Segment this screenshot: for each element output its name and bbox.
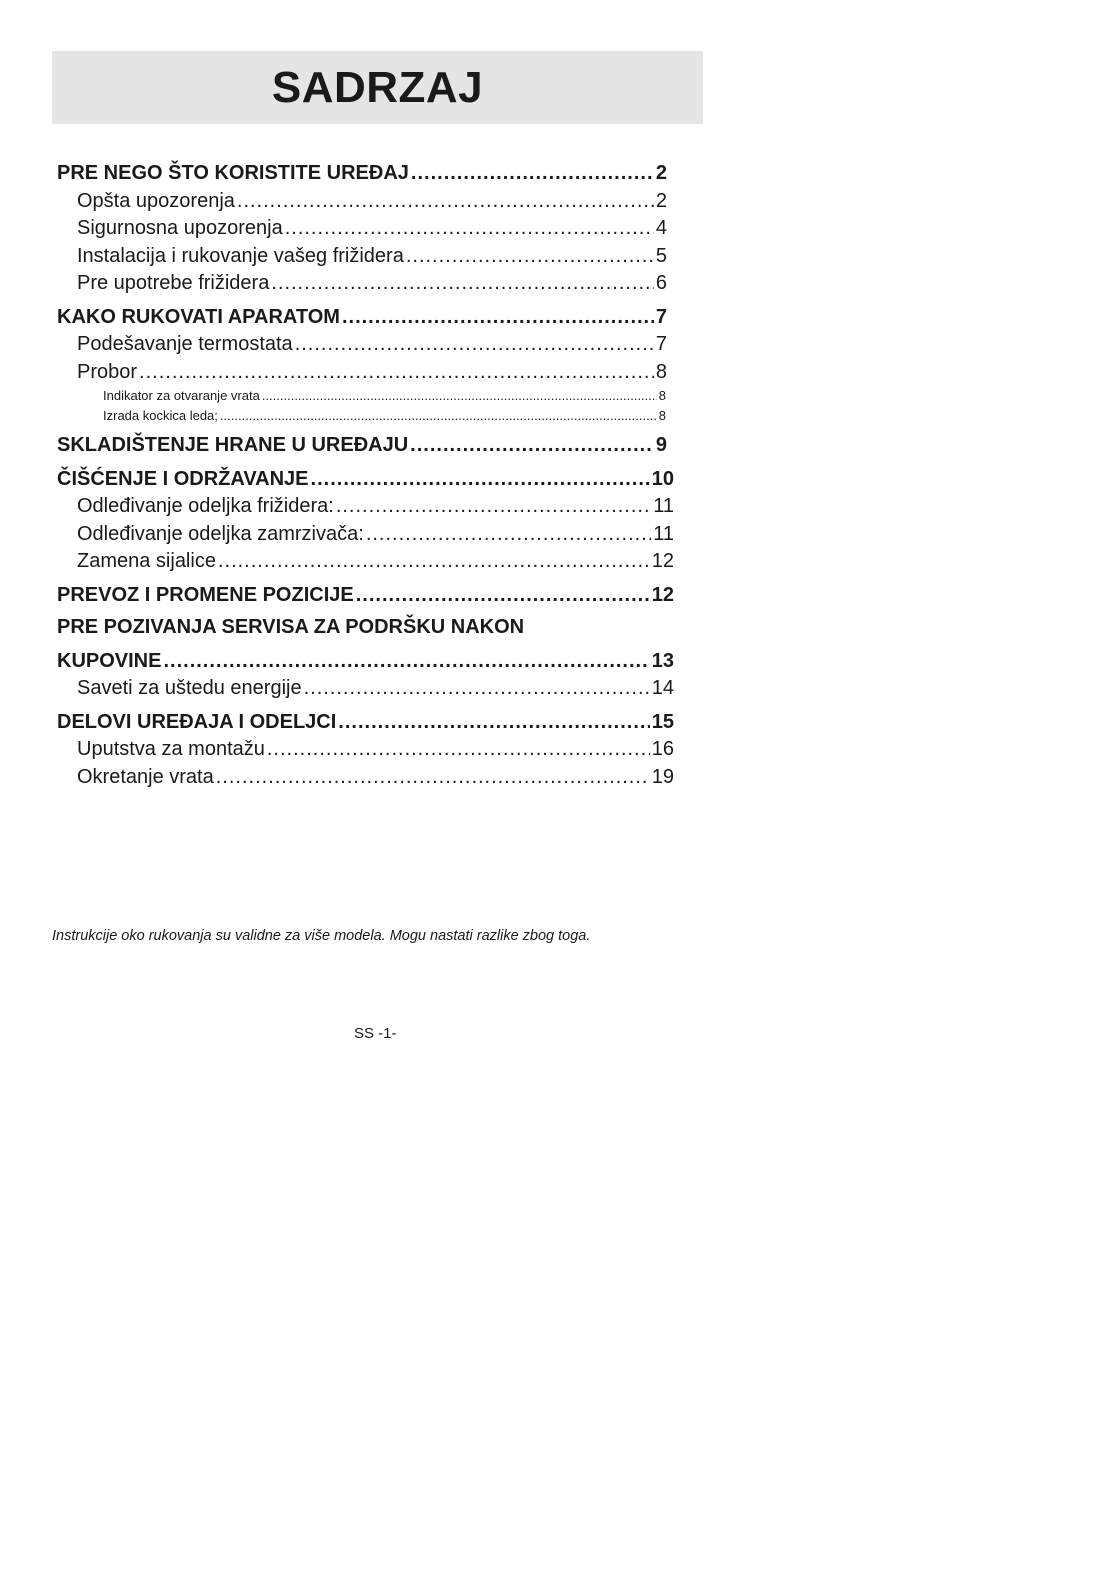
toc-entry-page: 12 xyxy=(651,550,674,572)
toc-entry-bulb-replacement[interactable] xyxy=(57,548,677,576)
toc-entry-energy-saving[interactable] xyxy=(57,675,677,703)
toc-entry-page: 8 xyxy=(658,388,666,403)
toc-dot-leader xyxy=(336,493,651,521)
title-banner xyxy=(52,51,703,124)
toc-entry-page: 15 xyxy=(651,710,674,733)
toc-entry-cleaning[interactable] xyxy=(57,466,677,494)
page-number: SS -1- xyxy=(354,1025,397,1042)
toc-entry-accessories[interactable] xyxy=(57,359,677,387)
toc-dot-leader xyxy=(304,675,650,703)
toc-entry-page: 2 xyxy=(655,162,667,184)
toc-entry-service[interactable] xyxy=(57,648,677,676)
toc-entry-page: 12 xyxy=(651,583,674,606)
toc-entry-defrost-fridge[interactable] xyxy=(57,493,677,521)
toc-entry-page: 13 xyxy=(651,649,674,672)
toc-entry-before-use[interactable] xyxy=(57,160,677,188)
toc-entry-label: Zamena sijalice xyxy=(77,550,216,572)
toc-entry-page: 2 xyxy=(655,189,667,212)
toc-entry-label: Okretanje vrata xyxy=(77,765,214,788)
toc-entry-label: Odleđivanje odeljka frižidera: xyxy=(77,495,334,517)
toc-entry-door-indicator[interactable] xyxy=(57,386,677,406)
toc-entry-service-heading: PRE POZIVANJA SERVISA ZA PODRŠKU NAKON xyxy=(57,616,525,638)
toc-dot-leader xyxy=(271,270,654,298)
toc-entry-label: Saveti za uštedu energije xyxy=(77,677,302,699)
toc-entry-label: Pre upotrebe frižidera xyxy=(77,272,270,294)
toc-entry-label: DELOVI UREĐAJA I ODELJCI xyxy=(57,710,337,733)
toc-entry-label: PREVOZ I PROMENE POZICIJE xyxy=(57,583,354,606)
footnote: Instrukcije oko rukovanja su validne za više modela. Mogu nastati razlike zbog toga. xyxy=(52,928,591,944)
toc-entry-general-warnings[interactable] xyxy=(57,188,677,216)
toc-entry-label: ČIŠĆENJE I ODRŽAVANJE xyxy=(57,467,309,490)
toc-entry-transport[interactable] xyxy=(57,582,677,610)
toc-entry-label: Izrada kockica leda; xyxy=(103,408,218,423)
toc-dot-leader xyxy=(262,386,657,406)
toc-dot-leader xyxy=(216,764,650,792)
toc-dot-leader xyxy=(411,160,654,188)
toc-entry-thermostat[interactable] xyxy=(57,331,677,359)
toc-entry-installation[interactable] xyxy=(57,243,677,271)
toc-entry-page: 16 xyxy=(651,738,674,760)
toc-dot-leader xyxy=(295,331,654,359)
toc-entry-label: KUPOVINE xyxy=(57,649,162,672)
toc-dot-leader xyxy=(163,648,649,676)
toc-entry-page: 11 xyxy=(653,522,674,545)
toc-entry-page: 7 xyxy=(655,305,667,328)
toc-entry-door-reversal[interactable] xyxy=(57,764,677,792)
toc-entry-page: 10 xyxy=(651,467,674,490)
toc-dot-leader xyxy=(220,406,657,426)
toc-entry-before-using-fridge[interactable] xyxy=(57,270,677,298)
toc-entry-label: Uputstva za montažu xyxy=(77,738,265,760)
toc-entry-label: SKLADIŠTENJE HRANE U UREĐAJU xyxy=(57,434,409,456)
toc-entry-label: Sigurnosna upozorenja xyxy=(77,217,283,239)
toc-entry-mounting[interactable] xyxy=(57,736,677,764)
table-of-contents xyxy=(57,160,677,791)
toc-dot-leader xyxy=(267,736,650,764)
toc-dot-leader xyxy=(311,466,650,494)
toc-entry-label: PRE NEGO ŠTO KORISTITE UREĐAJ xyxy=(57,162,409,184)
toc-dot-leader xyxy=(139,359,654,387)
toc-entry-parts[interactable] xyxy=(57,709,677,737)
toc-entry-label: KAKO RUKOVATI APARATOM xyxy=(57,305,340,328)
toc-dot-leader xyxy=(285,215,654,243)
toc-entry-label: Instalacija i rukovanje vašeg frižidera xyxy=(77,244,404,267)
toc-entry-page: 7 xyxy=(655,333,667,355)
toc-entry-page: 9 xyxy=(655,434,667,456)
toc-dot-leader xyxy=(406,243,654,271)
toc-entry-page: 8 xyxy=(658,408,666,423)
toc-dot-leader xyxy=(218,548,650,576)
toc-entry-page: 11 xyxy=(653,495,674,517)
toc-entry-page: 8 xyxy=(655,360,667,383)
toc-entry-page: 14 xyxy=(651,677,674,699)
toc-dot-leader xyxy=(410,432,654,460)
toc-entry-page: 6 xyxy=(655,272,667,294)
toc-dot-leader xyxy=(342,304,654,332)
toc-entry-label: Probor xyxy=(77,360,138,383)
toc-entry-page: 5 xyxy=(655,244,667,267)
toc-entry-label: Indikator za otvaranje vrata xyxy=(103,388,260,403)
toc-entry-defrost-freezer[interactable] xyxy=(57,521,677,549)
toc-entry-ice-cubes[interactable] xyxy=(57,406,677,426)
toc-dot-leader xyxy=(237,188,654,216)
toc-dot-leader xyxy=(356,582,650,610)
toc-entry-page: 19 xyxy=(651,765,674,788)
page-title: SADRZAJ xyxy=(271,62,484,112)
toc-entry-safety-warnings[interactable] xyxy=(57,215,677,243)
toc-entry-food-storage[interactable] xyxy=(57,432,677,460)
toc-entry-page: 4 xyxy=(655,217,667,239)
toc-entry-label: Odleđivanje odeljka zamrzivača: xyxy=(77,522,364,545)
toc-entry-label: Podešavanje termostata xyxy=(77,333,293,355)
toc-dot-leader xyxy=(338,709,649,737)
toc-entry-label: Opšta upozorenja xyxy=(77,189,235,212)
toc-dot-leader xyxy=(366,521,651,549)
toc-entry-how-to-operate[interactable] xyxy=(57,304,677,332)
